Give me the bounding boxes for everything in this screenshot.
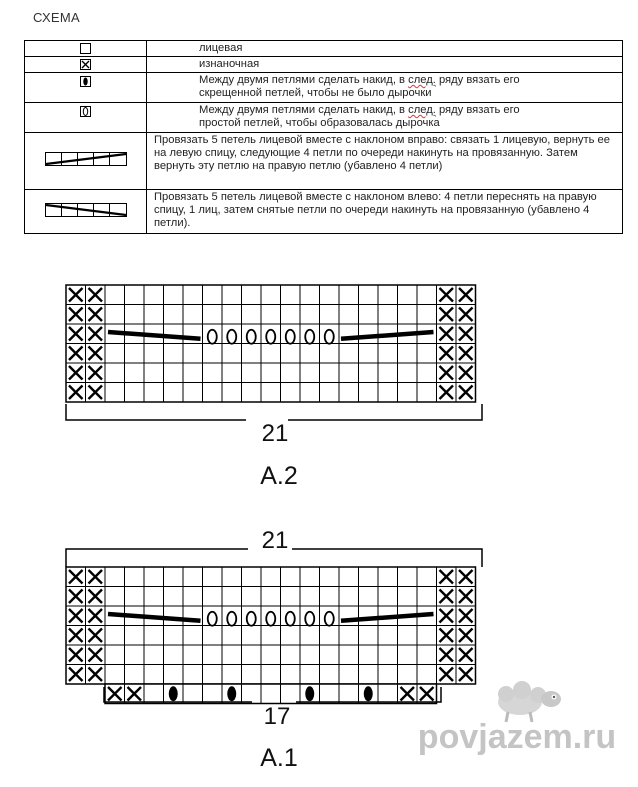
yarn-over-open — [208, 612, 217, 626]
legend-text-part: Между двумя петлями сделать накид, в — [199, 74, 409, 86]
a2-chart-label: A.2 — [260, 462, 298, 490]
yarn-over-open — [227, 612, 236, 626]
yarn-over-twisted — [227, 686, 236, 701]
yarn-over-open — [227, 330, 236, 344]
a1-chart-label: A.1 — [260, 744, 298, 772]
watermark-text: povjazem.ru — [417, 718, 617, 756]
yarn-over-open — [208, 330, 217, 344]
legend-text: Провязать 5 петель лицевой вместе с наклоном влево: 4 петли переснять на правую спицу, 1 лиц, затем снятые петли по очереди накинуть на провязанную (убавлено 4 петли). — [147, 190, 623, 234]
yarn-over-open — [325, 330, 334, 344]
chart-a1 — [66, 567, 476, 704]
legend-text-part: скрещенной петлей, чтобы не было дырочки — [199, 87, 432, 99]
legend-text-part: след. — [408, 104, 436, 116]
yarn-over-open — [325, 612, 334, 626]
a1-stitch-count-bottom: 17 — [263, 703, 291, 730]
legend-text-part: ряду вязать его — [435, 104, 520, 116]
watermark-sheep-logo — [498, 681, 561, 722]
legend-text: изнаночная — [147, 57, 623, 73]
a2-stitch-count: 21 — [261, 420, 289, 447]
legend-text: лицевая — [147, 41, 623, 57]
legend-text-part: Между двумя петлями сделать накид, в — [199, 104, 409, 116]
yarn-over-open — [266, 330, 275, 344]
yarn-over-open — [286, 330, 295, 344]
yarn-over-open — [247, 330, 256, 344]
yarn-over-open — [247, 612, 256, 626]
yarn-over-twisted — [305, 686, 314, 701]
page-title: СХЕМА — [33, 10, 80, 25]
yarn-over-open — [286, 612, 295, 626]
chart-a2 — [66, 285, 476, 402]
yarn-over-twisted — [364, 686, 373, 701]
yarn-over-open — [305, 612, 314, 626]
yarn-over-open — [266, 612, 275, 626]
bottom-row-border — [105, 684, 437, 704]
legend-text: Провязать 5 петель лицевой вместе с наклоном вправо: связать 1 лицевую, вернуть ее на левую спицу, следующие 4 петли по очереди накинуть на провязанную. Затем вернуть эту петлю на правую петлю (убавлено 4 петли) — [147, 133, 623, 190]
legend-text-part: след. — [408, 74, 436, 86]
legend-text-part: ряду вязать его — [435, 74, 520, 86]
a2-width-brace — [66, 404, 482, 420]
yarn-over-open — [305, 330, 314, 344]
yarn-over-twisted — [169, 686, 178, 701]
a1-stitch-count-top: 21 — [261, 527, 289, 554]
legend-text-part: простой петлей, чтобы образовалась дырочка — [199, 117, 440, 129]
